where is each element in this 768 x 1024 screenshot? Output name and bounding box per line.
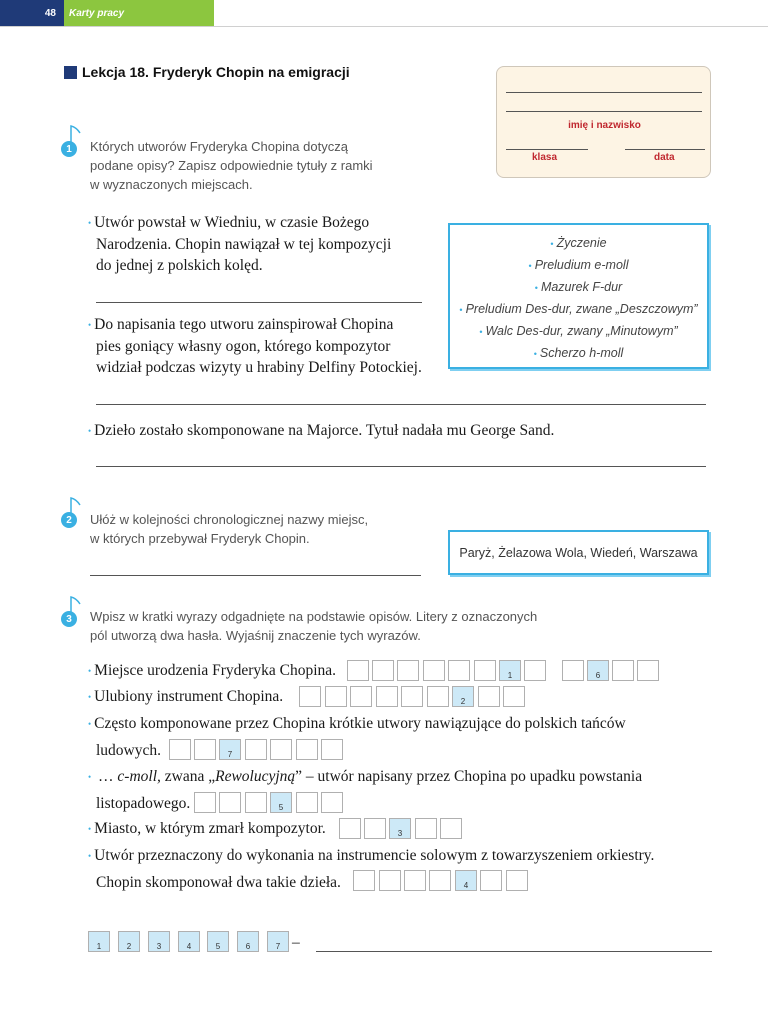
answer-letter-box[interactable]: 7 bbox=[267, 931, 289, 952]
places-box: Paryż, Żelazowa Wola, Wiedeń, Warszawa bbox=[448, 530, 709, 575]
instruction-line: w wyznaczonych miejscach. bbox=[90, 177, 253, 192]
instruction-line: podane opisy? Zapisz odpowiednie tytuły z ramki bbox=[90, 158, 373, 173]
instruction-line: pól utworzą dwa hasła. Wyjaśnij znaczenie tych wyrazów. bbox=[90, 628, 421, 643]
student-info-box bbox=[496, 66, 711, 178]
answer-letter-box[interactable]: 3 bbox=[148, 931, 170, 952]
letter-box[interactable] bbox=[612, 660, 634, 681]
class-label: klasa bbox=[532, 152, 558, 163]
description-3 bbox=[88, 420, 554, 442]
marked-letter-box[interactable]: 5 bbox=[270, 792, 292, 813]
letter-box[interactable] bbox=[415, 818, 437, 839]
title-item: • Preludium Des-dur, zwane „Deszczowym” bbox=[459, 302, 698, 316]
description-text: Utwór powstał w Wiedniu, w czasie Bożego bbox=[94, 214, 370, 231]
name-label: imię i nazwisko bbox=[568, 120, 641, 131]
letter-box[interactable] bbox=[296, 739, 318, 760]
clue-1: • Miejsce urodzenia Fryderyka Chopina. bbox=[88, 662, 337, 679]
exercise-1-instruction bbox=[90, 137, 373, 194]
title-square-icon bbox=[64, 66, 77, 79]
description-text: widział podczas wizyty u hrabiny Delfiny Potockiej. bbox=[96, 358, 422, 376]
titles-box bbox=[448, 223, 709, 369]
marked-letter-box[interactable]: 2 bbox=[452, 686, 474, 707]
answer-line-ex3[interactable] bbox=[316, 951, 712, 952]
exercise-2-number: 2 bbox=[61, 512, 77, 528]
clue-5: • Miasto, w którym zmarł kompozytor. bbox=[88, 820, 326, 837]
letter-box[interactable] bbox=[364, 818, 386, 839]
bullet-icon: • bbox=[88, 425, 92, 436]
letter-box[interactable] bbox=[401, 686, 423, 707]
page-number: 48 bbox=[0, 0, 64, 26]
letter-box[interactable] bbox=[169, 739, 191, 760]
description-2 bbox=[88, 314, 422, 378]
letter-box[interactable] bbox=[194, 739, 216, 760]
title-item: • Walc Des-dur, zwany „Minutowym” bbox=[479, 324, 678, 338]
exercise-3-instruction bbox=[90, 607, 537, 645]
marked-letter-box[interactable]: 4 bbox=[455, 870, 477, 891]
exercise-3-number: 3 bbox=[61, 611, 77, 627]
class-line[interactable] bbox=[506, 149, 588, 150]
letter-box[interactable] bbox=[478, 686, 500, 707]
clue-3: • Często komponowane przez Chopina krótkie utwory nawiązujące do polskich tańców ludowych. bbox=[88, 715, 626, 759]
letter-box[interactable] bbox=[506, 870, 528, 891]
answer-letter-box[interactable]: 6 bbox=[237, 931, 259, 952]
clue-6: • Utwór przeznaczony do wykonania na instrumencie solowym z towarzyszeniem orkiestry. Chopin skomponował dwa takie dzieła. bbox=[88, 847, 655, 891]
answer-letter-box[interactable]: 4 bbox=[178, 931, 200, 952]
letter-box[interactable] bbox=[347, 660, 369, 681]
clue-4: • … c-moll, zwana „Rewolucyjną” – utwór napisany przez Chopina po upadku powstania listopadowego. bbox=[88, 768, 643, 812]
letter-box[interactable] bbox=[372, 660, 394, 681]
letter-box[interactable] bbox=[299, 686, 321, 707]
lesson-title: Lekcja 18. Fryderyk Chopin na emigracji bbox=[82, 64, 350, 80]
description-text: do jednej z polskich kolęd. bbox=[96, 256, 263, 274]
letter-box[interactable] bbox=[562, 660, 584, 681]
letter-box[interactable] bbox=[474, 660, 496, 681]
answer-line-3[interactable] bbox=[96, 466, 706, 467]
letter-box[interactable] bbox=[480, 870, 502, 891]
title-item: • Mazurek F-dur bbox=[534, 280, 623, 294]
letter-box[interactable] bbox=[325, 686, 347, 707]
instruction-line: Wpisz w kratki wyrazy odgadnięte na podstawie opisów. Litery z oznaczonych bbox=[90, 609, 538, 624]
letter-box[interactable] bbox=[350, 686, 372, 707]
letter-box[interactable] bbox=[219, 792, 241, 813]
letter-box[interactable] bbox=[427, 686, 449, 707]
letter-box[interactable] bbox=[245, 792, 267, 813]
description-text: Do napisania tego utworu zainspirował Chopina bbox=[94, 316, 394, 333]
title-item: • Scherzo h-moll bbox=[533, 346, 624, 360]
marked-letter-box[interactable]: 6 bbox=[587, 660, 609, 681]
answer-dash: – bbox=[292, 934, 300, 951]
letter-box[interactable] bbox=[339, 818, 361, 839]
letter-box[interactable] bbox=[194, 792, 216, 813]
letter-box[interactable] bbox=[440, 818, 462, 839]
title-item: • Życzenie bbox=[550, 236, 607, 250]
marked-letter-box[interactable]: 7 bbox=[219, 739, 241, 760]
header-divider bbox=[0, 26, 768, 27]
bullet-icon: • bbox=[88, 319, 92, 330]
letter-box[interactable] bbox=[397, 660, 419, 681]
letter-box[interactable] bbox=[245, 739, 267, 760]
name-line-1[interactable] bbox=[506, 92, 702, 93]
letter-box[interactable] bbox=[524, 660, 546, 681]
letter-box[interactable] bbox=[296, 792, 318, 813]
marked-letter-box[interactable]: 1 bbox=[499, 660, 521, 681]
instruction-line: w których przebywał Fryderyk Chopin. bbox=[90, 531, 310, 546]
letter-box[interactable] bbox=[270, 739, 292, 760]
answer-line-2[interactable] bbox=[96, 404, 706, 405]
marked-letter-box[interactable]: 3 bbox=[389, 818, 411, 839]
letter-box[interactable] bbox=[376, 686, 398, 707]
answer-line-1[interactable] bbox=[96, 302, 422, 303]
letter-box[interactable] bbox=[448, 660, 470, 681]
description-text: Dzieło zostało skomponowane na Majorce. Tytuł nadała mu George Sand. bbox=[94, 422, 555, 439]
description-text: pies goniący własny ogon, którego kompozytor bbox=[96, 337, 391, 355]
letter-box[interactable] bbox=[379, 870, 401, 891]
letter-box[interactable] bbox=[353, 870, 375, 891]
date-line[interactable] bbox=[625, 149, 705, 150]
letter-box[interactable] bbox=[429, 870, 451, 891]
description-text: Narodzenia. Chopin nawiązał w tej kompozycji bbox=[96, 235, 392, 253]
date-label: data bbox=[654, 152, 675, 163]
instruction-line: Ułóż w kolejności chronologicznej nazwy miejsc, bbox=[90, 512, 369, 527]
letter-box[interactable] bbox=[503, 686, 525, 707]
letter-box[interactable] bbox=[321, 792, 343, 813]
letter-box[interactable] bbox=[404, 870, 426, 891]
description-1 bbox=[88, 212, 391, 276]
section-label: Karty pracy bbox=[64, 0, 214, 26]
name-line-2[interactable] bbox=[506, 111, 702, 112]
letter-box[interactable] bbox=[423, 660, 445, 681]
instruction-line: Których utworów Fryderyka Chopina dotyczą bbox=[90, 139, 348, 154]
letter-box[interactable] bbox=[637, 660, 659, 681]
answer-letter-box[interactable]: 5 bbox=[207, 931, 229, 952]
answer-letter-box[interactable]: 2 bbox=[118, 931, 140, 952]
clue-2: • Ulubiony instrument Chopina. bbox=[88, 688, 284, 705]
exercise-1-number: 1 bbox=[61, 141, 77, 157]
answer-line-ex2[interactable] bbox=[90, 575, 421, 576]
bullet-icon: • bbox=[88, 217, 92, 228]
title-item: • Preludium e-moll bbox=[528, 258, 629, 272]
letter-box[interactable] bbox=[321, 739, 343, 760]
answer-letter-box[interactable]: 1 bbox=[88, 931, 110, 952]
exercise-2-instruction bbox=[90, 510, 368, 548]
